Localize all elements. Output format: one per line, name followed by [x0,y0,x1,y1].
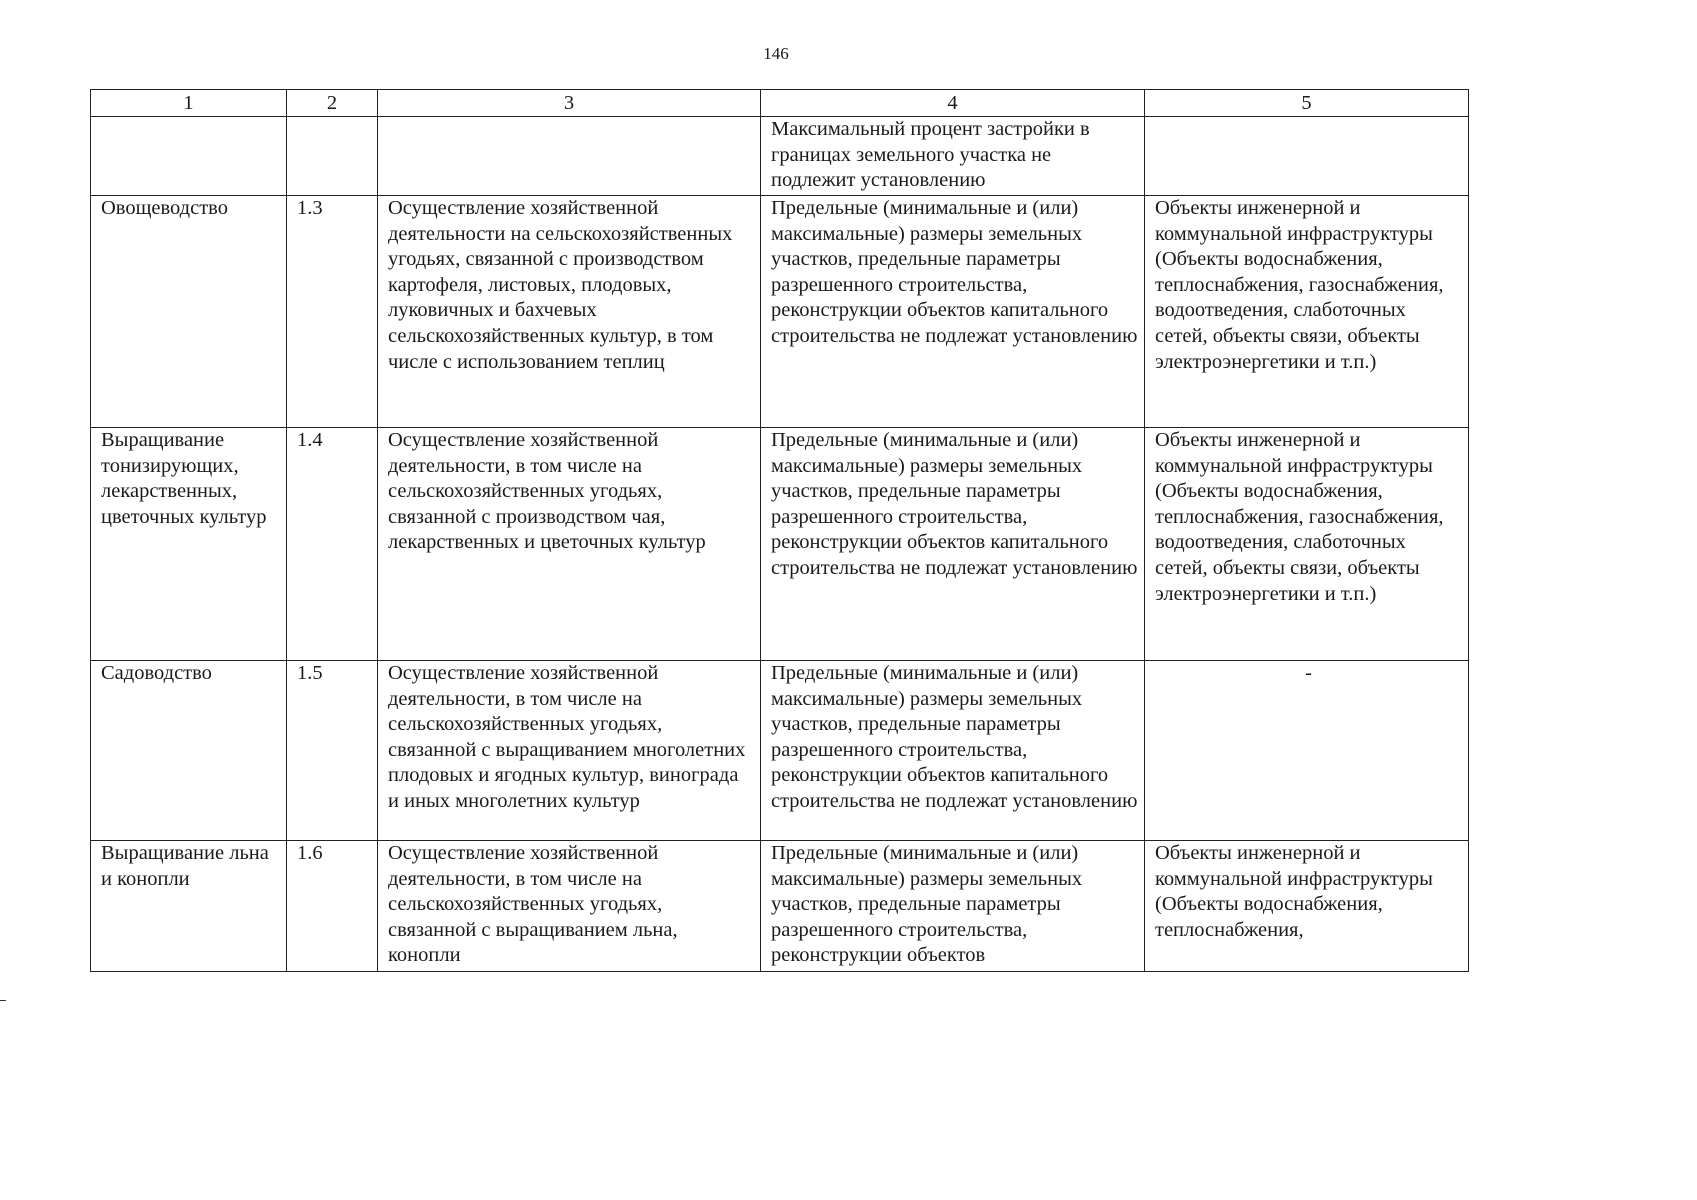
use-description-cell: Осуществление хозяйственной деятельности, в том числе на сельскохозяйственных угодьях, связанной с выращиванием льна, конопли [378,841,761,972]
scan-margin-mark [0,1000,6,1001]
objects-cell [1145,117,1469,196]
column-header-1: 1 [91,90,287,117]
page-number: 146 [763,44,789,63]
objects-cell: Объекты инженерной и коммунальной инфраструктуры (Объекты водоснабжения, теплоснабжения, газоснабжения, водоотведения, слаботочных сетей, объекты связи, объекты электроэнергетики и т.п.) [1145,196,1469,428]
use-code-cell: 1.5 [287,661,378,841]
use-name-cell: Выращивание тонизирующих, лекарственных, цветочных культур [91,428,287,661]
land-use-table [90,89,1469,972]
use-code-cell: 1.6 [287,841,378,972]
use-code-cell [287,117,378,196]
use-name-cell [91,117,287,196]
parameters-cell: Предельные (минимальные и (или) максимальные) размеры земельных участков, предельные параметры разрешенного строительства, реконструкции объектов капитального строительства не подлежат установлению [761,428,1145,661]
use-name-cell: Садоводство [91,661,287,841]
parameters-cell: Предельные (минимальные и (или) максимальные) размеры земельных участков, предельные параметры разрешенного строительства, реконструкции объектов капитального строительства не подлежат установлению [761,661,1145,841]
objects-cell: Объекты инженерной и коммунальной инфраструктуры (Объекты водоснабжения, теплоснабжения, [1145,841,1469,972]
column-header-4: 4 [761,90,1145,117]
objects-cell: Объекты инженерной и коммунальной инфраструктуры (Объекты водоснабжения, теплоснабжения, газоснабжения, водоотведения, слаботочных сетей, объекты связи, объекты электроэнергетики и т.п.) [1145,428,1469,661]
use-description-cell [378,117,761,196]
use-name-cell: Овощеводство [91,196,287,428]
table-header-row [91,90,1469,117]
table-row [91,841,1469,972]
column-header-3: 3 [378,90,761,117]
use-description-cell: Осуществление хозяйственной деятельности, в том числе на сельскохозяйственных угодьях, связанной с производством чая, лекарственных и цветочных культур [378,428,761,661]
column-header-5: 5 [1145,90,1469,117]
objects-cell: - [1145,661,1469,841]
table-row [91,196,1469,428]
parameters-cell: Предельные (минимальные и (или) максимальные) размеры земельных участков, предельные параметры разрешенного строительства, реконструкции объектов [761,841,1145,972]
parameters-cell: Максимальный процент застройки в границах земельного участка не подлежит установлению [761,117,1145,196]
table-row [91,661,1469,841]
use-name-cell: Выращивание льна и конопли [91,841,287,972]
use-description-cell: Осуществление хозяйственной деятельности на сельскохозяйственных угодьях, связанной с производством картофеля, листовых, плодовых, луковичных и бахчевых сельскохозяйственных культур, в том числе с использованием теплиц [378,196,761,428]
table-row [91,428,1469,661]
use-code-cell: 1.3 [287,196,378,428]
parameters-cell: Предельные (минимальные и (или) максимальные) размеры земельных участков, предельные параметры разрешенного строительства, реконструкции объектов капитального строительства не подлежат установлению [761,196,1145,428]
use-description-cell: Осуществление хозяйственной деятельности, в том числе на сельскохозяйственных угодьях, связанной с выращиванием многолетних плодовых и ягодных культур, винограда и иных многолетних культур [378,661,761,841]
table-row [91,117,1469,196]
use-code-cell: 1.4 [287,428,378,661]
column-header-2: 2 [287,90,378,117]
